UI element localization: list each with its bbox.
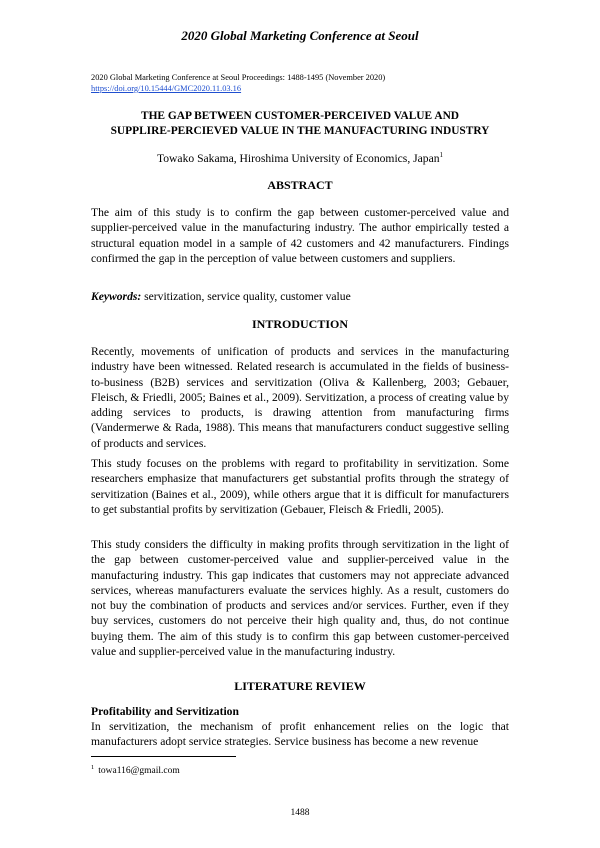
- proceedings-info: [91, 72, 385, 94]
- footnote-divider: [91, 756, 236, 757]
- literature-subheading: Profitability and Servitization: [91, 705, 239, 718]
- title-line-1: THE GAP BETWEEN CUSTOMER-PERCEIVED VALUE AND: [140, 110, 460, 122]
- paper-title: [60, 109, 540, 138]
- keywords-text: servitization, service quality, customer value: [141, 290, 351, 303]
- keywords-label: Keywords:: [91, 290, 142, 303]
- intro-paragraph-1: Recently, movements of unification of products and services in the manufacturing industry have been witnessed. Related research is accumulated in the fields of business-to-business (B2B) services and servitization (Oliva & Kallenberg, 2003; Gebauer, Fleisch, & Friedli, 2005; Baines et al., 2009). Servitization, a process of creating value by adding services to products, is drawing attention from manufacturing firms (Vandermerwe & Rada, 1988). This means that manufacturers conduct suggestive selling of products and services.: [91, 345, 509, 450]
- running-header: 2020 Global Marketing Conference at Seoul: [181, 28, 419, 43]
- literature-text: In servitization, the mechanism of profit enhancement relies on the logic that manufacturers adopt service strategies. Service business has become a new revenue: [91, 720, 509, 749]
- author-footnote-marker: 1: [439, 151, 444, 159]
- footnote-marker: 1: [91, 764, 95, 771]
- doi-link[interactable]: https://doi.org/10.15444/GMC2020.11.03.16: [91, 84, 242, 93]
- abstract-heading: ABSTRACT: [267, 178, 333, 192]
- page-number: 1488: [290, 808, 310, 818]
- introduction-heading: INTRODUCTION: [251, 317, 348, 331]
- keywords: [91, 289, 509, 304]
- author-line: [0, 151, 600, 165]
- intro-paragraph-3: This study considers the difficulty in making profits through servitization in the light of the gap between customer-perceived value and supplier-perceived value in the manufacturing industry. This gap indicates that customers may not appreciate advanced services, whereas manufacturers evaluate the services highly. As a result, customers do not buy the combination of products and services and/or services. Further, even if they buy services, customers do not perceive their high quality and, thus, do not continue buying them. The aim of this study is to confirm this gap between customer-perceived value and supplier-perceived value in the manufacturing industry.: [91, 538, 509, 659]
- title-line-2: SUPPLIRE-PERCIEVED VALUE IN THE MANUFACTURING INDUSTRY: [110, 124, 490, 137]
- proceedings-line: 2020 Global Marketing Conference at Seoul Proceedings: 1488-1495 (November 2020): [91, 73, 386, 82]
- author-text: Towako Sakama, Hiroshima University of Economics, Japan: [156, 151, 440, 165]
- intro-paragraph-2: This study focuses on the problems with regard to profitability in servitization. Some researchers emphasize that manufacturers get substantial profits through the strategy of servitization (Baines et al., 2009), while others argue that it is difficult for manufacturers to get substantial profits by servitization (Gebauer, Fleisch & Friedli, 2005).: [91, 457, 509, 516]
- footnote-email: towa116@gmail.com: [98, 766, 180, 777]
- abstract-text: The aim of this study is to confirm the gap between customer-perceived value and supplier-perceived value in the manufacturing industry. The author empirically tested a structural equation model in a sample of 42 customers and 42 manufacturers. Findings confirmed the gap in the perception of value between customers and suppliers.: [91, 206, 509, 265]
- footnote: [91, 764, 180, 776]
- literature-heading: LITERATURE REVIEW: [234, 679, 366, 693]
